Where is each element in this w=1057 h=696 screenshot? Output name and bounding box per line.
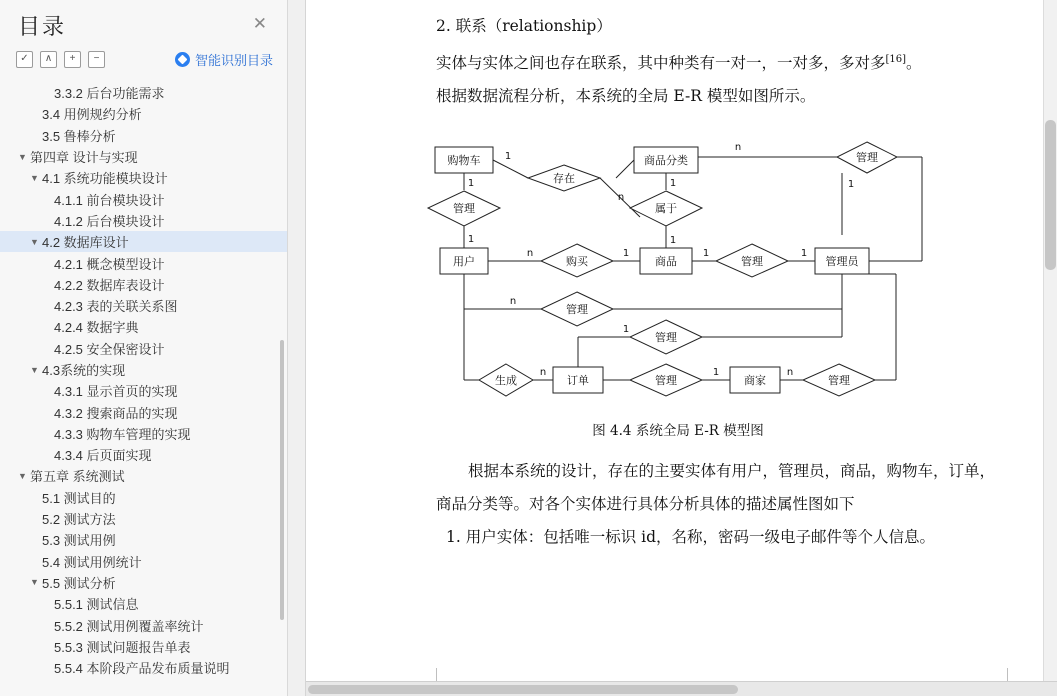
svg-text:商家: 商家: [744, 374, 766, 388]
toc-item-label: 4.2.2 数据库表设计: [54, 277, 165, 293]
spacer: [436, 439, 1010, 455]
svg-text:管理: 管理: [741, 255, 763, 269]
toc-item[interactable]: [0, 359, 287, 380]
list-item-1: 1. 用户实体：包括唯一标识 id，名称，密码一级电子邮件等个人信息。: [446, 528, 936, 547]
collapse-up-glyph: ∧: [44, 53, 53, 64]
toc-item-label: 3.4 用例规约分析: [42, 107, 142, 123]
toc-item[interactable]: [0, 401, 287, 422]
toc-item[interactable]: [0, 103, 287, 124]
svg-text:n: n: [617, 192, 625, 204]
smart-toc-button[interactable]: [175, 50, 273, 69]
toc-item-label: 第四章 设计与实现: [30, 150, 138, 166]
svg-text:订单: 订单: [567, 374, 589, 388]
toc-item-label: 5.2 测试方法: [42, 512, 116, 528]
document-page: [306, 0, 1044, 682]
toc-item[interactable]: [0, 188, 287, 209]
svg-text:1: 1: [622, 324, 630, 336]
svg-text:管理: 管理: [453, 202, 475, 216]
toc-item-label: 5.5.4 本阶段产品发布质量说明: [54, 661, 230, 677]
ai-sparkle-icon: [175, 52, 190, 67]
svg-text:1: 1: [504, 151, 512, 163]
toc-item-label: 4.1 系统功能模块设计: [42, 171, 168, 187]
svg-text:1: 1: [467, 234, 475, 246]
svg-text:管理员: 管理员: [825, 255, 859, 269]
toc-item[interactable]: [0, 572, 287, 593]
svg-text:商品分类: 商品分类: [644, 154, 688, 168]
section-heading: 2. 联系（relationship）: [436, 17, 612, 35]
chevron-down-icon[interactable]: ▼: [18, 470, 27, 481]
toc-item[interactable]: [0, 657, 287, 678]
toc-item-label: 4.3.3 购物车管理的实现: [54, 426, 191, 442]
toc-item-label: 3.5 鲁棒分析: [42, 128, 116, 144]
toc-item[interactable]: [0, 125, 287, 146]
svg-text:管理: 管理: [828, 374, 850, 388]
toc-item[interactable]: [0, 444, 287, 465]
svg-text:1: 1: [467, 178, 475, 190]
svg-text:管理: 管理: [655, 374, 677, 388]
toc-item[interactable]: [0, 316, 287, 337]
toc-item[interactable]: [0, 465, 287, 486]
toc-item-label: 5.5.1 测试信息: [54, 597, 139, 613]
chevron-down-icon[interactable]: ▼: [30, 364, 39, 375]
document-hscrollbar-track[interactable]: [306, 681, 1057, 696]
toc-item-label: 4.2.4 数据字典: [54, 320, 139, 336]
toc-item-label: 4.3.1 显示首页的实现: [54, 384, 178, 400]
toc-item-label: 5.5.2 测试用例覆盖率统计: [54, 618, 204, 634]
toc-item[interactable]: [0, 529, 287, 550]
toc-item[interactable]: [0, 210, 287, 231]
pane-gutter: [288, 0, 306, 696]
close-icon[interactable]: ✕: [252, 14, 267, 33]
toc-item[interactable]: [0, 508, 287, 529]
toc-item-label: 5.5.3 测试问题报告单表: [54, 639, 191, 655]
toc-item[interactable]: [0, 231, 287, 252]
collapse-minus-icon[interactable]: [88, 51, 105, 68]
toc-item[interactable]: [0, 274, 287, 295]
paragraph-1-end: 。: [906, 54, 922, 73]
toc-item-label: 4.2 数据库设计: [42, 235, 129, 251]
sidebar-scrollbar-thumb[interactable]: [280, 340, 284, 620]
expand-plus-icon[interactable]: [64, 51, 81, 68]
toc-item-label: 4.3系统的实现: [42, 363, 126, 378]
paragraph-4: 商品分类等。对各个实体进行具体分析具体的描述属性图如下: [436, 495, 855, 514]
toc-item-label: 4.3.2 搜索商品的实现: [54, 405, 178, 421]
paragraph-3: 根据本系统的设计，存在的主要实体有用户，管理员，商品，购物车，订单，: [468, 462, 996, 481]
svg-text:1: 1: [712, 367, 720, 379]
collapse-up-icon[interactable]: [40, 51, 57, 68]
svg-text:管理: 管理: [566, 303, 588, 317]
toc-item-label: 5.5 测试分析: [42, 575, 116, 591]
toc-item[interactable]: [0, 146, 287, 167]
toc-item-label: 4.2.1 概念模型设计: [54, 256, 165, 272]
svg-text:n: n: [526, 248, 534, 260]
toc-item-label: 4.3.4 后页面实现: [54, 448, 152, 464]
collapse-minus-glyph: −: [93, 53, 100, 64]
svg-text:n: n: [786, 367, 794, 379]
toc-item[interactable]: [0, 295, 287, 316]
document-vscrollbar-track[interactable]: [1043, 0, 1057, 682]
svg-text:购买: 购买: [566, 255, 588, 269]
footnote-ref: [16]: [885, 54, 907, 65]
chevron-down-icon[interactable]: ▼: [30, 577, 39, 588]
sidebar-title: 目录: [18, 14, 67, 39]
svg-text:1: 1: [669, 235, 677, 247]
toc-item[interactable]: [0, 380, 287, 401]
toc-item-label: 4.2.3 表的关联关系图: [54, 299, 178, 315]
svg-text:商品: 商品: [655, 255, 677, 269]
paragraph-2: 根据数据流程分析，本系统的全局 E-R 模型如图所示。: [436, 87, 816, 106]
svg-text:1: 1: [702, 248, 710, 260]
svg-text:1: 1: [800, 248, 808, 260]
svg-text:1: 1: [622, 248, 630, 260]
chevron-down-icon[interactable]: ▼: [30, 172, 39, 183]
toc-list[interactable]: [0, 78, 287, 696]
toc-item-label: 5.1 测试目的: [42, 490, 116, 506]
toc-item-label: 4.1.1 前台模块设计: [54, 192, 165, 208]
toc-item[interactable]: [0, 636, 287, 657]
figure-caption: 图 4.4 系统全局 E-R 模型图: [592, 423, 764, 440]
svg-text:存在: 存在: [553, 172, 575, 186]
toc-item-label: 3.3.2 后台功能需求: [54, 86, 165, 102]
toc-item-label: 4.2.5 安全保密设计: [54, 341, 165, 357]
svg-text:用户: 用户: [453, 255, 475, 269]
svg-text:管理: 管理: [655, 331, 677, 345]
svg-text:n: n: [509, 296, 517, 308]
toc-item-label: 第五章 系统测试: [30, 469, 125, 485]
chevron-down-icon[interactable]: ▼: [30, 236, 39, 247]
page-content: [306, 0, 1044, 554]
check-all-glyph: ✓: [20, 53, 29, 64]
toc-item[interactable]: [0, 167, 287, 188]
check-all-icon[interactable]: [16, 51, 33, 68]
svg-text:管理: 管理: [856, 151, 878, 165]
chevron-down-icon[interactable]: ▼: [18, 151, 27, 162]
toc-item[interactable]: [0, 82, 287, 103]
document-pane: [306, 0, 1057, 696]
toc-item[interactable]: [0, 252, 287, 273]
expand-plus-glyph: +: [69, 53, 76, 64]
toc-item-label: 5.4 测试用例统计: [42, 554, 142, 570]
er-diagram-svg: [396, 127, 956, 407]
er-diagram: [396, 127, 1010, 411]
smart-toc-label: 智能识别目录: [194, 52, 273, 68]
svg-text:1: 1: [847, 179, 855, 191]
toc-item[interactable]: [0, 551, 287, 572]
svg-text:属于: 属于: [655, 202, 677, 216]
svg-text:1: 1: [669, 178, 677, 190]
toc-item[interactable]: [0, 614, 287, 635]
sidebar-toolbar: [0, 42, 287, 80]
toc-item[interactable]: [0, 487, 287, 508]
sidebar-header: [0, 0, 287, 42]
toc-item[interactable]: [0, 338, 287, 359]
toc-item[interactable]: [0, 593, 287, 614]
svg-text:n: n: [734, 142, 742, 154]
svg-text:购物车: 购物车: [447, 154, 481, 168]
document-vscrollbar-thumb[interactable]: [1045, 120, 1056, 270]
svg-text:生成: 生成: [495, 374, 517, 388]
toc-item-label: 4.1.2 后台模块设计: [54, 213, 165, 229]
toc-sidebar: [0, 0, 288, 696]
toc-item-label: 5.3 测试用例: [42, 533, 116, 549]
toc-item[interactable]: [0, 423, 287, 444]
svg-text:n: n: [539, 367, 547, 379]
paragraph-1-text: 实体与实体之间也存在联系，其中种类有一对一，一对多，多对多: [436, 54, 886, 73]
paragraph-1: [436, 43, 1010, 80]
document-hscrollbar-thumb[interactable]: [308, 685, 738, 694]
